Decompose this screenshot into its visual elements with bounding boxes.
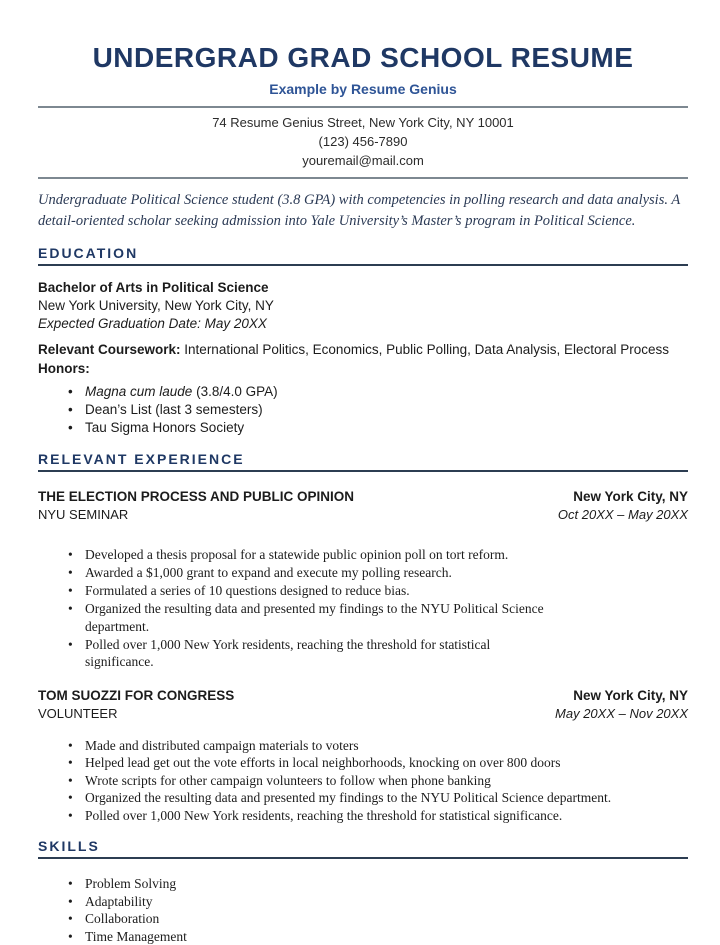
section-heading-education: EDUCATION (38, 245, 688, 266)
job-location: New York City, NY (573, 489, 688, 505)
honors-label: Honors: (38, 361, 90, 377)
job-location: New York City, NY (573, 687, 688, 703)
experience-bullet: • Made and distributed campaign materials to voters (85, 737, 688, 755)
degree-title: Bachelor of Arts in Political Science (38, 280, 269, 296)
job-entry-1 (38, 488, 688, 671)
section-heading-skills: SKILLS (38, 838, 688, 859)
experience-bullet: • Polled over 1,000 New York residents, reaching the threshold for statistical significance. (85, 636, 558, 671)
experience-bullet: • Formulated a series of 10 questions designed to reduce bias. (85, 582, 558, 600)
job-title: TOM SUOZZI FOR CONGRESS (38, 687, 235, 703)
skills-list (38, 875, 688, 945)
resume-header (38, 42, 688, 179)
skill-item: • Problem Solving (85, 875, 688, 893)
job-subheader-row (38, 705, 688, 723)
example-subtitle: Example by Resume Genius (269, 81, 457, 98)
experience-bullet: • Helped lead get out the vote efforts in local neighborhoods, knocking on over 800 doors (85, 754, 688, 772)
coursework-line (38, 341, 688, 359)
experience-bullet: • Organized the resulting data and presented my findings to the NYU Political Science department. (85, 600, 558, 635)
skill-item: • Collaboration (85, 910, 688, 928)
graduation-line: Expected Graduation Date: May 20XX (38, 316, 267, 332)
job-header-row (38, 687, 688, 705)
job-role: VOLUNTEER (38, 705, 118, 721)
job-bullets-list (38, 737, 688, 825)
experience-bullet: • Organized the resulting data and presented my findings to the NYU Political Science department. (85, 789, 688, 807)
page-title: UNDERGRAD GRAD SCHOOL RESUME (92, 42, 634, 73)
header-rule-bottom (38, 177, 688, 179)
contact-address: 74 Resume Genius Street, New York City, NY 10001 (212, 115, 514, 131)
experience-bullet: • Developed a thesis proposal for a statewide public opinion poll on tort reform. (85, 546, 558, 564)
contact-phone: (123) 456-7890 (318, 134, 408, 150)
coursework-text: International Politics, Economics, Public Polling, Data Analysis, Electoral Process (180, 342, 670, 358)
job-role: NYU SEMINAR (38, 507, 129, 523)
job-title: THE ELECTION PROCESS AND PUBLIC OPINION (38, 489, 355, 505)
honors-list (38, 383, 688, 437)
honor-item: • Magna cum laude (3.8/4.0 GPA) (85, 383, 688, 401)
job-dates: Oct 20XX – May 20XX (557, 507, 688, 523)
summary-text: Undergraduate Political Science student (3.8 GPA) with competencies in polling research and data analysis. A detail-oriented scholar seeking admission into Yale University’s Master’s program in Political Science. (38, 192, 680, 229)
skill-item: • Time Management (85, 928, 688, 945)
honor-item: • Tau Sigma Honors Society (85, 419, 688, 437)
coursework-label: Relevant Coursework: (38, 342, 181, 358)
contact-email: youremail@mail.com (302, 153, 424, 169)
job-dates: May 20XX – Nov 20XX (555, 705, 688, 721)
education-block (38, 279, 688, 333)
job-bullets-list (38, 546, 558, 671)
section-heading-experience: RELEVANT EXPERIENCE (38, 451, 688, 472)
job-entry-2 (38, 687, 688, 825)
experience-bullet: • Wrote scripts for other campaign volunteers to follow when phone banking (85, 772, 688, 790)
experience-bullet: • Polled over 1,000 New York residents, reaching the threshold for statistical significance. (85, 807, 688, 825)
school-line: New York University, New York City, NY (38, 298, 274, 314)
job-subheader-row (38, 506, 688, 524)
experience-bullet: • Awarded a $1,000 grant to expand and execute my polling research. (85, 564, 558, 582)
skill-item: • Adaptability (85, 893, 688, 911)
job-header-row (38, 488, 688, 506)
honor-item: • Dean’s List (last 3 semesters) (85, 401, 688, 419)
contact-block (38, 108, 688, 177)
